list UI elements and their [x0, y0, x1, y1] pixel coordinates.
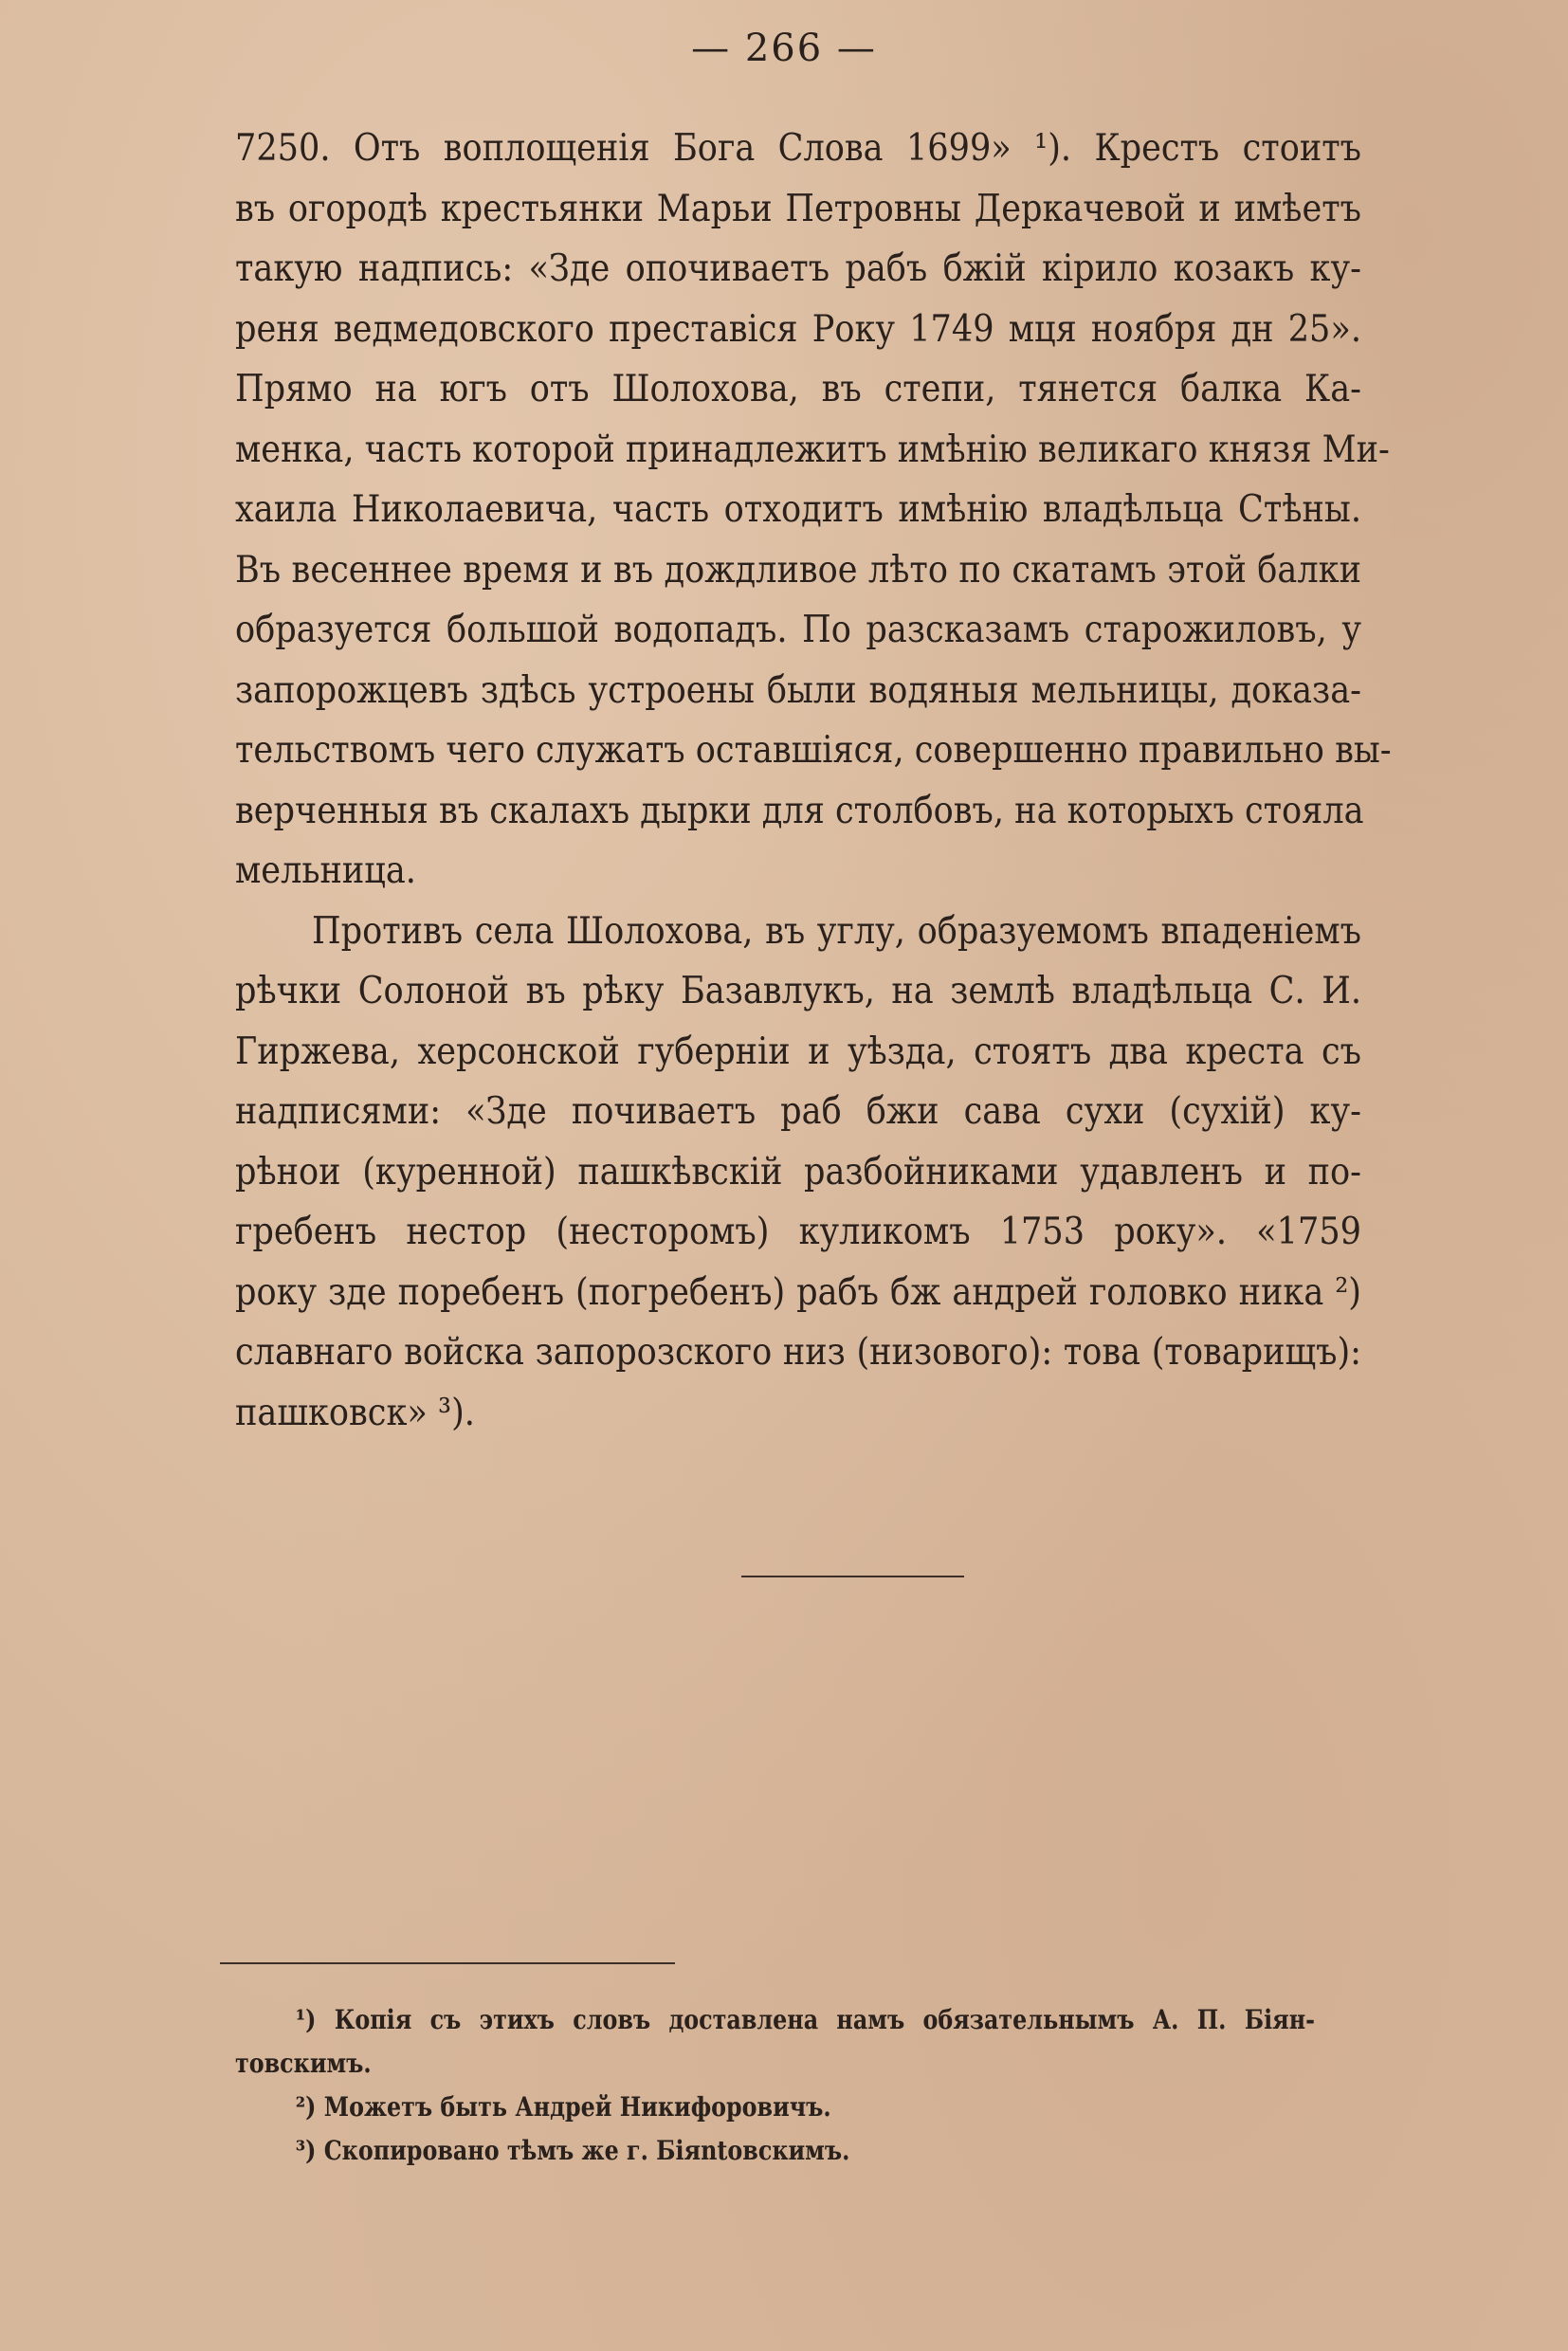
text-line: верченныя въ скалахъ дырки для столбовъ, на которыхъ стояла: [235, 789, 1364, 832]
text-line: реня ведмедовского преставіся Року 1749 мця ноября дн 25».: [235, 307, 1361, 351]
text-line: въ огородѣ крестьянки Марьи Петровны Деркачевой и имѣетъ: [235, 187, 1361, 230]
text-line: такую надпись: «Зде опочиваетъ рабъ бжій кірило козакъ ку-: [235, 247, 1361, 290]
footnote-line: ³) Скопировано тѣмъ же г. Біяntовскимъ.: [295, 2135, 850, 2166]
footnote-rule: [220, 1962, 675, 1964]
text-line: образуется большой водопадъ. По разсказамъ старожиловъ, у: [235, 609, 1361, 651]
text-line: мельница.: [235, 849, 416, 892]
text-line: запорожцевъ здѣсь устроены были водяныя мельницы, доказа-: [235, 668, 1361, 712]
text-line: Прямо на югъ отъ Шолохова, въ степи, тянется балка Ка-: [235, 368, 1361, 410]
section-separator-rule: [741, 1576, 964, 1577]
text-line: Въ весеннее время и въ дождливое лѣто по скатамъ этой балки: [235, 548, 1361, 592]
body-text: [235, 118, 1392, 1443]
text-line: надписями: «Зде почиваетъ раб бжи сава сухи (сухій) ку-: [235, 1090, 1361, 1133]
text-line: рѣчки Солоной въ рѣку Базавлукъ, на землѣ владѣльца С. И.: [235, 970, 1361, 1012]
text-line: хаила Николаевича, часть отходитъ имѣнію владѣльца Стѣны.: [235, 488, 1361, 531]
page-number: — 266 —: [691, 27, 877, 70]
text-line: рѣнои (куренной) пашкѣвскій разбойниками удавленъ и по-: [235, 1150, 1361, 1194]
footnote-line: ¹) Копія съ этихъ словъ доставлена намъ обязательнымъ А. П. Біян-: [295, 2004, 1315, 2035]
text-line: року зде поребенъ (погребенъ) рабъ бж андрей головко ника ²): [235, 1270, 1361, 1314]
footnote-line: товскимъ.: [235, 2048, 372, 2079]
text-line: тельствомъ чего служатъ оставшіяся, совершенно правильно вы-: [235, 729, 1392, 772]
text-line: Противъ села Шолохова, въ углу, образуемомъ впаденіемъ: [312, 909, 1361, 953]
footnote-line: ²) Можетъ быть Андрей Никифоровичъ.: [295, 2091, 831, 2123]
text-line: Гиржева, херсонской губерніи и уѣзда, стоятъ два креста съ: [235, 1030, 1361, 1073]
text-line: менка, часть которой принадлежитъ имѣнію великаго князя Ми-: [235, 428, 1390, 471]
text-line: гребенъ нестор (несторомъ) куликомъ 1753 року». «1759: [235, 1211, 1361, 1253]
footnotes: [235, 1998, 1315, 2173]
text-line: пашковск» ³).: [235, 1391, 475, 1434]
text-line: славнаго войска запорозского низ (низового): това (товарищъ):: [235, 1331, 1361, 1374]
text-line: 7250. Отъ воплощенія Бога Слова 1699» ¹). Крестъ стоитъ: [235, 127, 1361, 170]
